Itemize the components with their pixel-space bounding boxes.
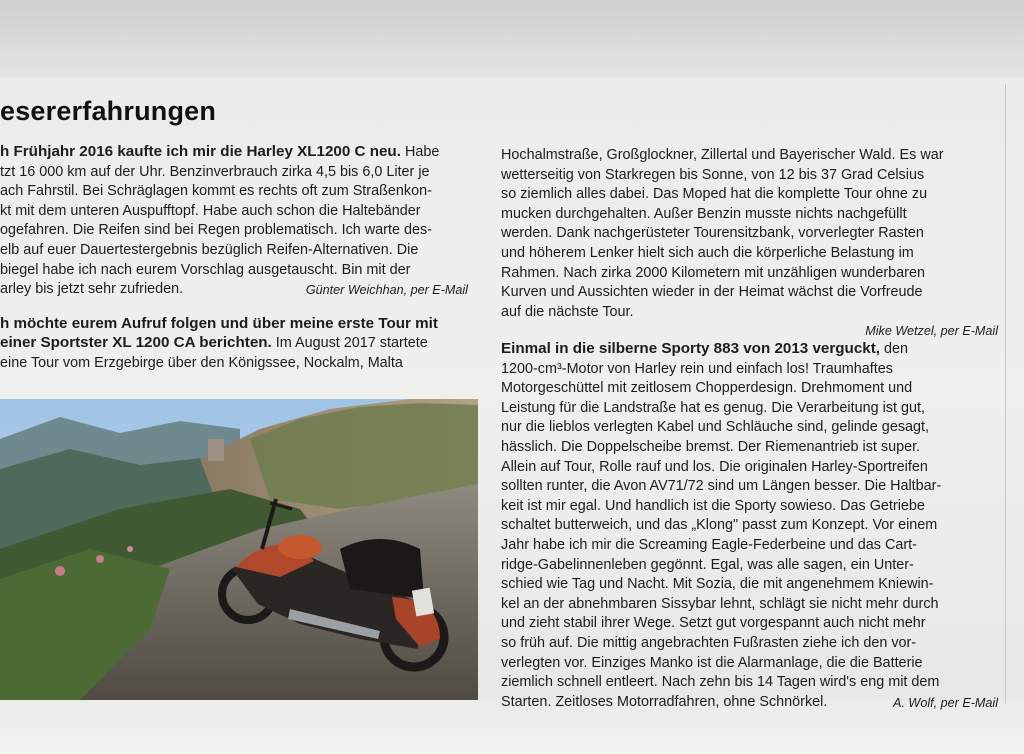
text-line: verlegten vor. Einziges Manko ist die Alarmanlage, die die Batterie	[501, 654, 923, 671]
text-line: Jahr habe ich mir die Screaming Eagle-Federbeine und das Cart-	[501, 536, 917, 553]
letter3-first-line: Einmal in die silberne Sporty 883 von 2013 verguckt, den	[501, 340, 909, 357]
text-line-with-signature: Starten. Zeitloses Motorradfahren, ohne Schnörkel. A. Wolf, per E-Mail	[501, 693, 998, 713]
letter2-lead-line: h möchte eurem Aufruf folgen und über meine erste Tour mit	[0, 314, 438, 332]
text-line: elb auf euer Dauertestergebnis bezüglich Reifen-Alternativen. Die	[0, 241, 419, 258]
text-line: ridge-Gabelinnenleben gegönnt. Egal, was alle sagen, ein Unter-	[501, 556, 914, 573]
left-column	[0, 142, 472, 374]
text-line: Leistung für die Landstraße hat es genug. Die Verarbeitung ist gut,	[501, 399, 925, 416]
text-line: Kurven und Aussichten wieder in der Heimat wächst die Vorfreude	[501, 284, 923, 301]
text-line: sollten runter, die Avon AV71/72 sind um Längen besser. Die Haltbar-	[501, 478, 942, 495]
text-line: kel an der abnehmbaren Sissybar lehnt, schlägt sie nicht mehr durch	[501, 595, 939, 612]
text-line: Rahmen. Nach zirka 2000 Kilometern mit unzähligen wunderbaren	[501, 264, 925, 281]
text-line: Hochalmstraße, Großglockner, Zillertal und Bayerischer Wald. Es war	[501, 147, 944, 163]
text-line: schaltet butterweich, und das „Klong" passt zum Konzept. Vor einem	[501, 517, 938, 534]
text-line: und höherem Lenker hielt sich auch die körperliche Belastung im	[501, 244, 914, 261]
text-line: biegel habe ich nach eurem Vorschlag ausgetauscht. Bin mit der	[0, 261, 411, 278]
text-line: Allein auf Tour, Rolle rauf und los. Die originalen Harley-Sportreifen	[501, 458, 928, 475]
text-line: ogefahren. Die Reifen sind bei Regen problematisch. Ich warte des-	[0, 222, 432, 239]
right-column-top	[501, 146, 998, 342]
text-line: ach Fahrstil. Bei Schräglagen kommt es rechts oft zum Straßenkon-	[0, 183, 432, 200]
text-line: so früh auf. Die mittig angebrachten Fußrasten ziehe ich den vor-	[501, 634, 917, 651]
letter2-second-line: einer Sportster XL 1200 CA berichten. Im August 2017 startete	[0, 334, 428, 352]
spacer	[0, 300, 472, 314]
text-line: tzt 16 000 km auf der Uhr. Benzinverbrauch zirka 4,5 bis 6,0 Liter je	[0, 163, 430, 180]
text-line: so ziemlich alles dabei. Das Moped hat die komplette Tour ohne zu	[501, 186, 928, 203]
text-line: eine Tour vom Erzgebirge über den Königssee, Nockalm, Malta	[0, 354, 403, 371]
text-line: keit ist mir egal. Und handlich ist die Sporty sowieso. Das Getriebe	[501, 497, 925, 514]
text-line: wetterseitig von Starkregen bis Sonne, von 12 bis 37 Grad Celsius	[501, 166, 925, 183]
motorcycle-photo-illustration	[0, 399, 478, 700]
text-line: mucken durchgehalten. Außer Benzin musste nichts nachgefüllt	[501, 205, 907, 222]
letter3-signature: A. Wolf, per E-Mail	[893, 695, 998, 710]
text-line: schied wie Tag und Nacht. Mit Sozia, die mit angenehmem Kniewin-	[501, 576, 934, 593]
text-line: kt mit dem unteren Auspufftopf. Habe auch schon die Haltebänder	[0, 202, 421, 219]
letter1-first-line: h Frühjahr 2016 kaufte ich mir die Harley XL1200 C neu. Habe	[0, 143, 440, 160]
letter2-signature: Mike Wetzel, per E-Mail	[865, 324, 998, 339]
section-heading: esererfahrungen	[0, 96, 217, 126]
text-line: Motorgeschüttel mit zeitlosem Chopperdesign. Drehmoment und	[501, 380, 913, 397]
text-line: hässlich. Die Doppelscheibe bremst. Der Riemenantrieb ist super.	[501, 438, 921, 455]
text-line: nur die lieblos verlegten Kabel und Schläuche sind, gelinde gesagt,	[501, 419, 930, 436]
motorcycle-photo	[0, 399, 478, 700]
page-top-shadow	[0, 0, 1024, 78]
text-line: auf die nächste Tour.	[501, 303, 634, 320]
text-line: werden. Dank nachgerüsteter Tourensitzbank, vorverlegter Rasten	[501, 225, 924, 242]
text-line: und zieht stabil ihrer Wege. Setzt gut vorgespannt auch nicht mehr	[501, 615, 926, 632]
text-line-with-signature: arley bis jetzt sehr zufrieden. Günter Weichhan, per E-Mail	[0, 280, 472, 300]
text-line: ziemlich schnell entleert. Nach zehn bis 14 Tagen wird's eng mit dem	[501, 674, 940, 691]
letter1-signature: Günter Weichhan, per E-Mail	[305, 283, 468, 298]
column-divider	[1005, 84, 1006, 704]
text-line: 1200-cm³-Motor von Harley rein und einfach los! Traumhaftes	[501, 360, 893, 377]
right-column-bottom	[501, 339, 998, 712]
